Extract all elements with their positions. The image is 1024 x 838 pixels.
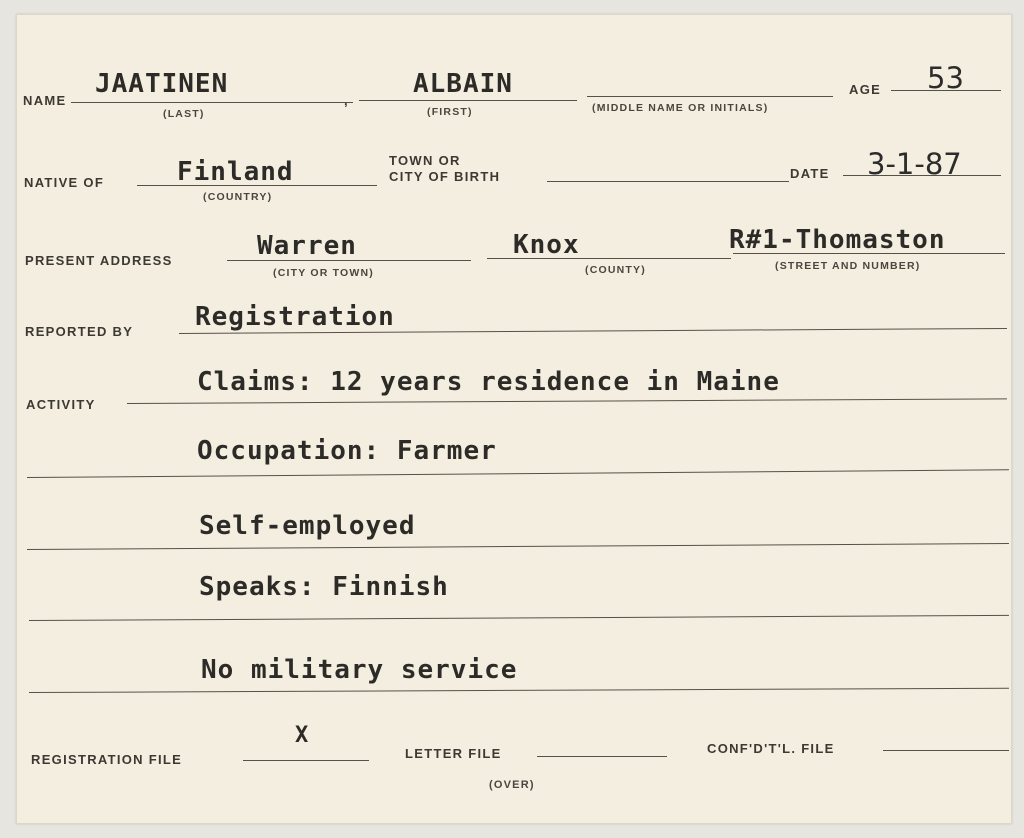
activity-line-2: Occupation: Farmer xyxy=(197,436,497,466)
city-of-birth-line xyxy=(547,181,789,182)
reported-by-value: Registration xyxy=(195,302,395,332)
country-line xyxy=(137,185,377,186)
present-address-label: PRESENT ADDRESS xyxy=(25,253,173,268)
activity-rule-3 xyxy=(27,543,1009,550)
first-caption: (FIRST) xyxy=(427,106,473,118)
activity-rule-5 xyxy=(29,688,1009,693)
activity-label: ACTIVITY xyxy=(26,397,96,412)
confidential-file-label: CONF'D'T'L. FILE xyxy=(707,741,835,756)
city-line xyxy=(227,260,471,261)
city-caption: (CITY OR TOWN) xyxy=(273,267,374,279)
age-line xyxy=(891,90,1001,91)
date-line xyxy=(843,175,1001,176)
registration-file-line xyxy=(243,760,369,761)
activity-rule-2 xyxy=(27,469,1009,478)
street-value: R#1-Thomaston xyxy=(729,225,946,255)
age-label: AGE xyxy=(849,82,882,97)
over-note: (OVER) xyxy=(489,779,535,791)
activity-line-4: Speaks: Finnish xyxy=(199,572,449,602)
country-value: Finland xyxy=(177,157,294,187)
activity-line-5: No military service xyxy=(201,655,518,685)
registration-file-mark: X xyxy=(295,723,310,748)
county-caption: (COUNTY) xyxy=(585,264,646,276)
date-label: DATE xyxy=(790,166,830,181)
reported-by-label: REPORTED BY xyxy=(25,324,134,339)
registration-file-label: REGISTRATION FILE xyxy=(31,752,183,767)
first-name-value: ALBAIN xyxy=(413,69,513,99)
letter-file-label: LETTER FILE xyxy=(405,746,502,761)
last-name-value: JAATINEN xyxy=(95,69,229,99)
last-caption: (LAST) xyxy=(163,108,205,120)
city-value: Warren xyxy=(257,231,357,261)
town-or-label: TOWN OR xyxy=(389,153,461,168)
activity-line-3: Self-employed xyxy=(199,511,416,541)
date-value: 3-1-87 xyxy=(867,147,962,181)
registration-card xyxy=(16,14,1012,824)
activity-rule-4 xyxy=(29,615,1009,621)
name-label: NAME xyxy=(23,93,67,108)
middle-caption: (MIDDLE NAME OR INITIALS) xyxy=(592,102,769,114)
first-name-line xyxy=(359,100,577,101)
street-line xyxy=(733,253,1005,254)
activity-rule-1 xyxy=(127,398,1007,404)
confidential-file-line xyxy=(883,750,1009,751)
letter-file-line xyxy=(537,756,667,757)
middle-name-line xyxy=(587,96,833,97)
age-value: 53 xyxy=(927,61,964,95)
street-caption: (STREET AND NUMBER) xyxy=(775,260,921,272)
comma: , xyxy=(344,93,349,108)
native-of-label: NATIVE OF xyxy=(24,175,105,190)
activity-line-1: Claims: 12 years residence in Maine xyxy=(197,367,780,397)
city-of-birth-label: CITY OF BIRTH xyxy=(389,169,501,184)
county-value: Knox xyxy=(513,230,580,260)
county-line xyxy=(487,258,731,259)
country-caption: (COUNTRY) xyxy=(203,191,273,203)
last-name-line xyxy=(71,102,353,103)
